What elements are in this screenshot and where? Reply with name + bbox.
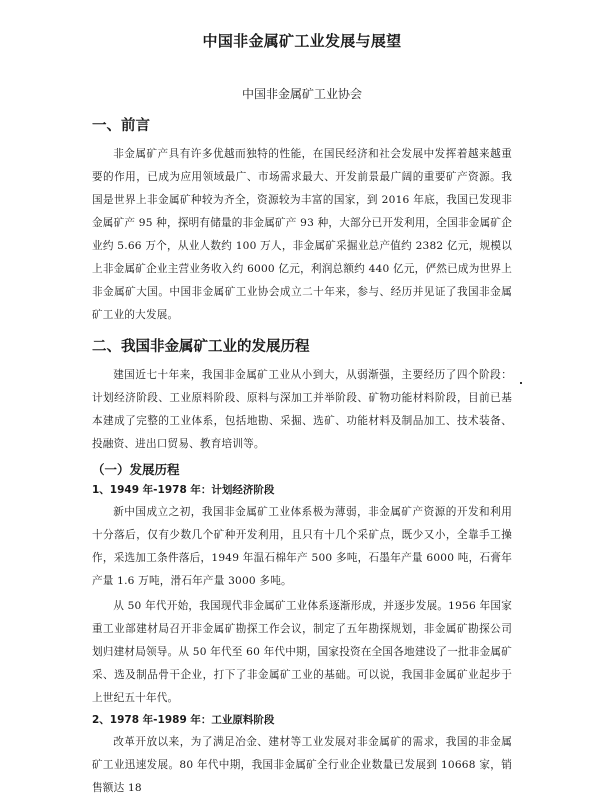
paragraph: 从 50 年代开始，我国现代非金属矿工业体系逐渐形成，并逐步发展。1956 年国家重工业部建材局召开非金属矿勘探工作会议，制定了五年勘探规划，非金属矿勘探公司划归建材局领导。从 50 年代至 60 年代中期，国家投资在全国各地建设了一批非金属矿采、选及制品骨干企业，打下了非金属矿工业的基础。可以说，我国非金属矿业起步于上世纪五十年代。: [92, 600, 512, 704]
section-heading-preface: 一、前言: [92, 118, 150, 134]
paragraph: 建国近七十年来，我国非金属矿工业从小到大，从弱渐强，主要经历了四个阶段：计划经济阶段、工业原料阶段、原料与深加工并举阶段、矿物功能材料阶段，目前已基本建成了完整的工业体系，包括地勘、采掘、选矿、功能材料及制品加工、技术装备、投融资、进出口贸易、教育培训等。: [92, 369, 512, 450]
paragraph: 新中国成立之初，我国非金属矿工业体系极为薄弱，非金属矿产资源的开发和利用十分落后，仅有少数几个矿种开发利用，且只有十几个采矿点，既少又小，全靠手工操作，采选加工条件落后，1949 年温石棉年产 500 多吨，石墨年产量 6000 吨，石膏年产量 1.6 万吨，滑石年产量 3000 多吨。: [92, 506, 512, 587]
scan-speck: [520, 382, 522, 384]
document-author: 中国非金属矿工业协会: [241, 87, 362, 101]
document-title: 中国非金属矿工业发展与展望: [202, 32, 402, 50]
paragraph: 非金属矿产具有许多优越而独特的性能，在国民经济和社会发展中发挥着越来越重要的作用，已成为应用领域最广、市场需求最大、开发前景最广阔的重要矿产资源。我国是世界上非金属矿种较为齐全，资源较为丰富的国家，到 2016 年底，我国已发现非金属矿产 95 种，探明有储量的非金属矿产 93 种，大部分已开发利用，全国非金属矿企业约 5.66 万个，从业人数约 100 万人，非金属矿采掘业总产值约 2382 亿元，规模以上非金属矿企业主营业务收入约 6000 亿元，利润总额约 440 亿元，俨然已成为世界上非金属矿大国。中国非金属矿工业协会成立二十年来，参与、经历并见证了我国非金属矿工业的大发展。: [92, 148, 512, 321]
stage-heading-2: 2、1978 年-1989 年：工业原料阶段: [92, 714, 275, 726]
stage-heading-1: 1、1949 年-1978 年：计划经济阶段: [92, 484, 275, 496]
section-heading-history: 二、我国非金属矿工业的发展历程: [92, 339, 310, 355]
subsection-heading: （一）发展历程: [92, 462, 180, 477]
paragraph: 改革开放以来，为了满足冶金、建材等工业发展对非金属矿的需求，我国的非金属矿工业迅速发展。80 年代中期，我国非金属矿全行业企业数量已发展到 10668 家，销售额达 18: [92, 736, 512, 794]
